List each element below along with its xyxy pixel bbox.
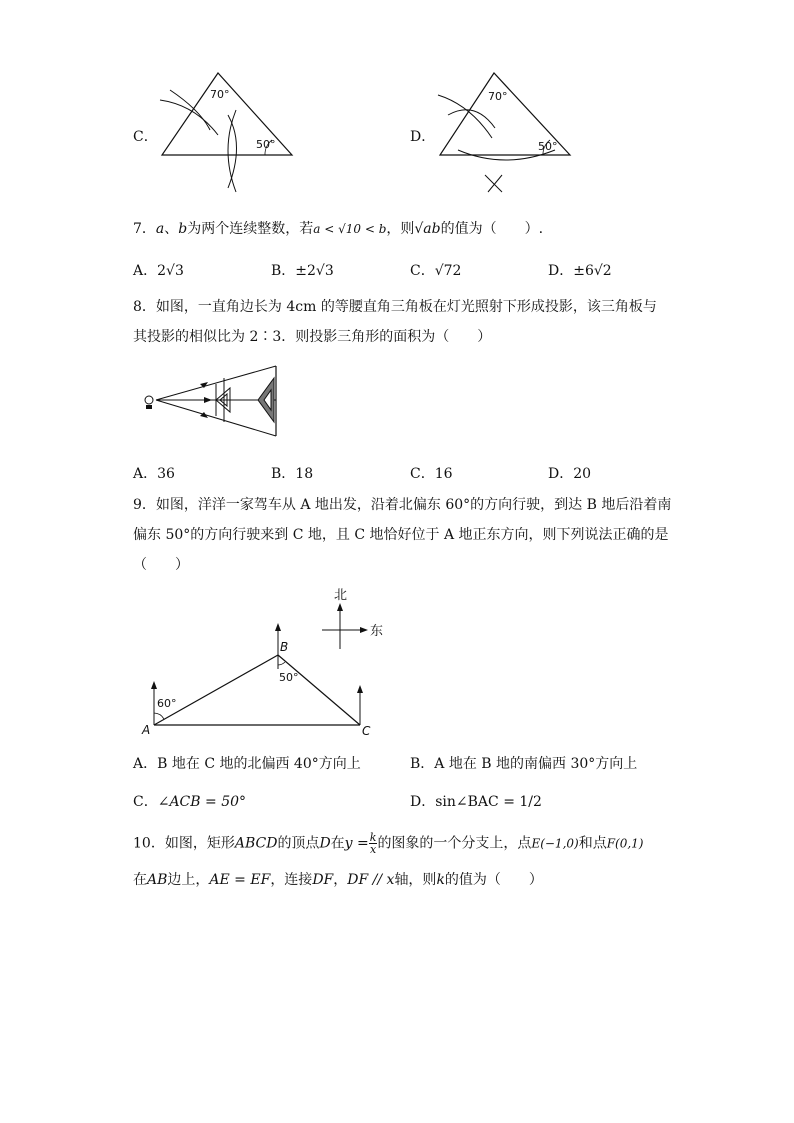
- q7-sep: 、: [164, 221, 179, 237]
- q8-option-d: D．20: [548, 466, 592, 482]
- option-c-label: C．: [133, 129, 158, 145]
- q9-option-c: C．∠ACB = 50°: [133, 794, 247, 810]
- point-c: C: [362, 724, 371, 738]
- c-angle-50: 50°: [256, 138, 276, 151]
- triangle-figure-d: [430, 70, 600, 200]
- point-a: A: [142, 723, 151, 737]
- q7-option-a: A．2√3: [133, 263, 184, 279]
- direction-figure: [140, 585, 390, 740]
- q7-condition: a < √10 < b: [313, 222, 387, 236]
- q8-option-b: B．18: [271, 466, 314, 482]
- q7-option-d: D．±6√2: [548, 263, 612, 279]
- question-7-stem: [133, 218, 543, 238]
- q9-line-1: 9．如图，洋洋一家驾车从 A 地出发，沿着北偏东 60°的方向行驶，到达 B 地后沿着南: [133, 497, 672, 513]
- d-angle-70: 70°: [488, 90, 508, 103]
- q9-line-2: 偏东 50°的方向行驶来到 C 地，且 C 地恰好位于 A 地正东方向，则下列说法正确的是: [133, 527, 669, 543]
- q7-var-b: b: [178, 221, 188, 237]
- option-d-label: D．: [410, 129, 436, 145]
- q7-option-b: B．±2√3: [271, 263, 334, 279]
- q7-text-mid: 为两个连续整数，若: [187, 221, 314, 237]
- q9-option-b: B．A 地在 B 地的南偏西 30°方向上: [410, 756, 638, 772]
- q7-expression: √ab: [414, 221, 441, 237]
- q9-option-a: A．B 地在 C 地的北偏西 40°方向上: [133, 756, 361, 772]
- point-b: B: [280, 640, 289, 654]
- angle-60: 60°: [157, 697, 177, 710]
- q7-option-c: C．√72: [410, 263, 462, 279]
- q10-line-1: 10．如图，矩形ABCD的顶点D在y = $\frac{k}{x}$ 的图象的一个分支上，点E(−1,0)和点F(0,1): [133, 831, 644, 856]
- q7-text-then: ，则: [386, 221, 415, 237]
- q8-option-c: C．16: [410, 466, 453, 482]
- q7-number: 7．: [133, 221, 156, 237]
- q7-text-end: 的值为（ ）.: [440, 221, 544, 237]
- c-angle-70: 70°: [210, 88, 230, 101]
- d-angle-50: 50°: [538, 140, 558, 153]
- q8-line-1: 8．如图，一直角边长为 4cm 的等腰直角三角板在灯光照射下形成投影，该三角板与: [133, 299, 657, 315]
- q8-line-2: 其投影的相似比为 2∶3．则投影三角形的面积为（ ）: [133, 329, 492, 345]
- q10-line-2: 在AB边上，AE = EF，连接DF，DF // x轴，则k的值为（ ）: [133, 872, 543, 888]
- compass-east: 东: [370, 624, 384, 639]
- q8-option-a: A．36: [133, 466, 175, 482]
- compass-north: 北: [334, 588, 348, 603]
- projection-figure: [140, 360, 290, 440]
- fraction-k-over-x: $\frac{k}{x}$: [369, 831, 377, 856]
- q9-option-d: D．sin∠BAC = 1/2: [410, 794, 542, 810]
- triangle-figure-c: [150, 70, 320, 200]
- lamp-icon: [145, 396, 153, 404]
- angle-50: 50°: [279, 671, 299, 684]
- q9-line-3: （ ）: [133, 557, 189, 573]
- q7-var-a: a: [155, 221, 165, 237]
